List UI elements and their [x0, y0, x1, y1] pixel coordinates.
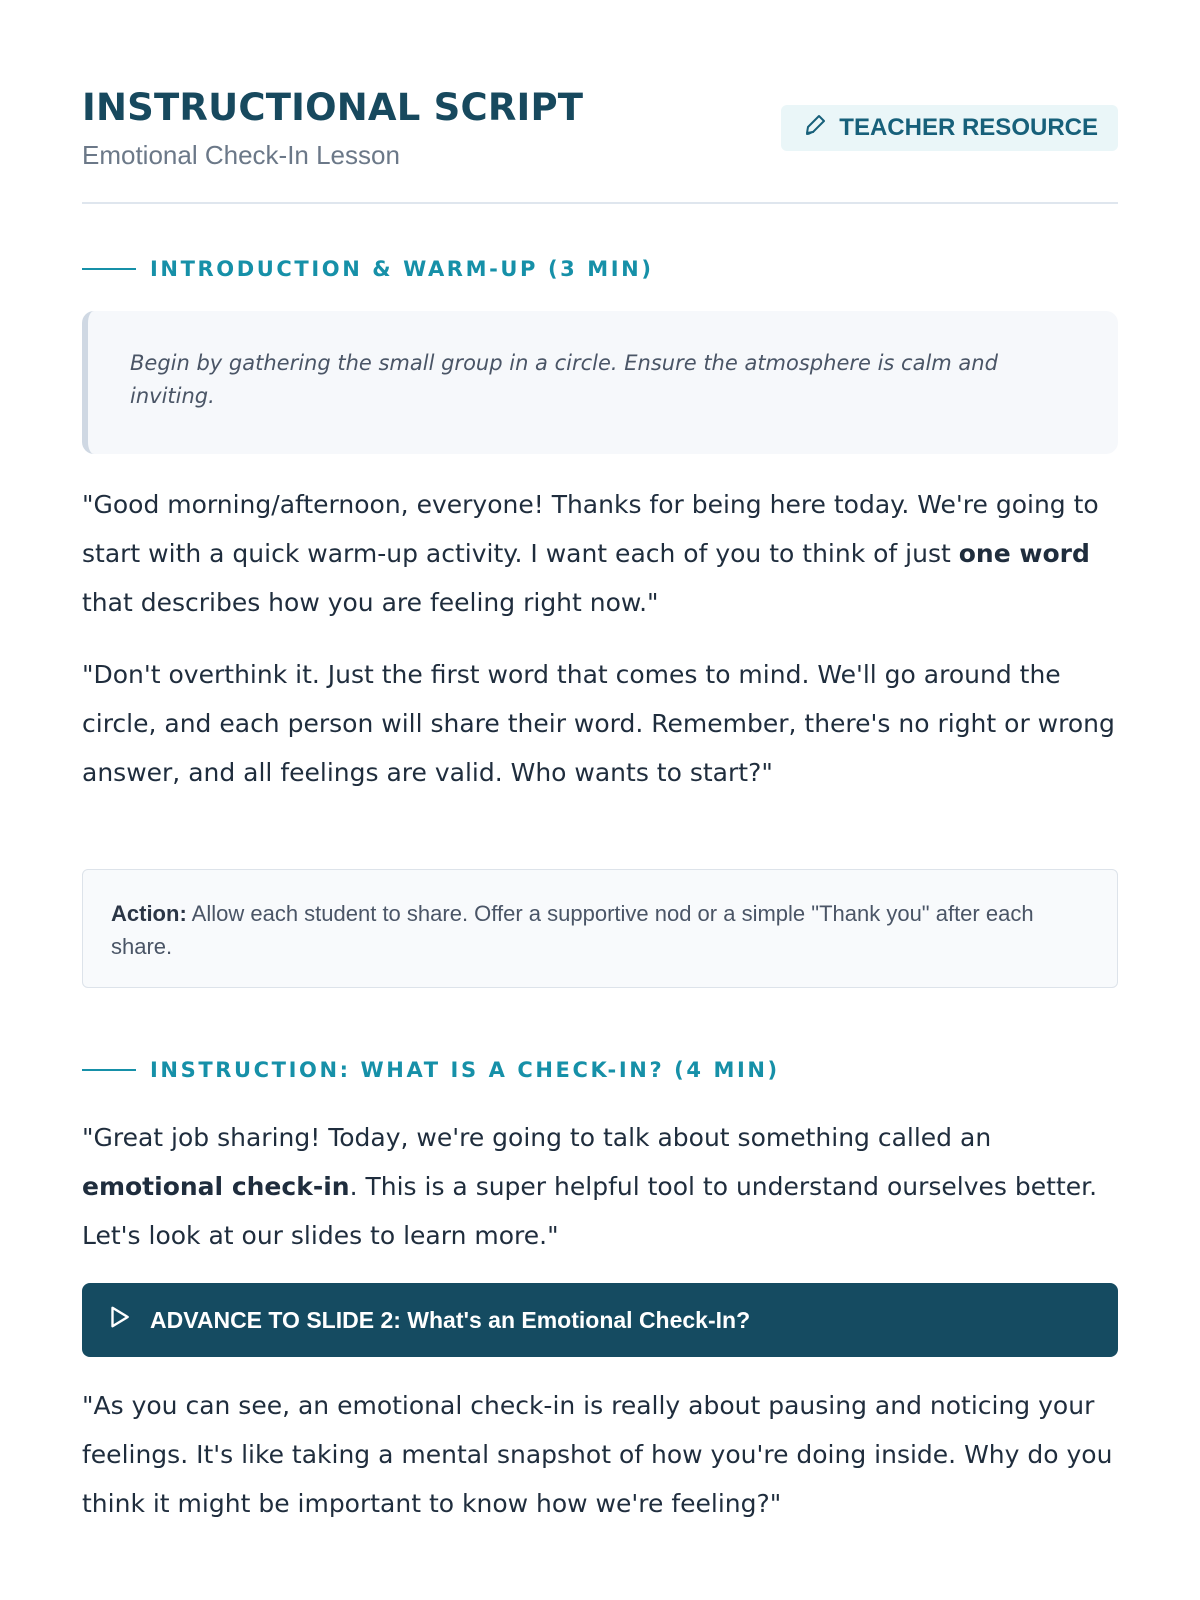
badge-label: TEACHER RESOURCE [839, 114, 1098, 141]
paragraph-text: that describes how you are feeling right now." [82, 588, 659, 617]
play-icon [106, 1304, 132, 1336]
paragraph-text: "Good morning/afternoon, everyone! Thanks for being here today. We're going to start with a quick warm-up activity. I want each of you to think of just [82, 490, 1099, 568]
emphasis-text: emotional check-in [82, 1172, 350, 1201]
page-title: INSTRUCTIONAL SCRIPT [82, 86, 584, 129]
heading-rule [82, 268, 136, 270]
action-label: Action: [111, 901, 187, 926]
section-heading-introduction [82, 249, 1118, 289]
teacher-resource-badge [781, 105, 1118, 151]
paragraph-text: "As you can see, an emotional check-in is really about pausing and noticing your feelings. It's like taking a mental snapshot of how you're doing inside. Why do you think it might be important to know how we're feeling?" [82, 1391, 1113, 1518]
script-paragraph [82, 1113, 1118, 1260]
section-heading-instruction [82, 1050, 1118, 1090]
pen-icon [803, 113, 827, 144]
advance-slide-button[interactable] [82, 1283, 1118, 1357]
page-header [82, 0, 1118, 204]
script-paragraph [82, 480, 1118, 627]
emphasis-text: one word [958, 539, 1090, 568]
paragraph-text: "Great job sharing! Today, we're going to talk about something called an [82, 1123, 992, 1152]
paragraph-text: . This is a super helpful tool to understand ourselves better. Let's look at our slides to learn more." [82, 1172, 1098, 1250]
facilitator-note [82, 311, 1118, 454]
page-subtitle: Emotional Check-In Lesson [82, 140, 400, 170]
action-text: Allow each student to share. Offer a supportive nod or a simple "Thank you" after each share. [111, 901, 1034, 959]
paragraph-text: "Don't overthink it. Just the first word that comes to mind. We'll go around the circle, and each person will share their word. Remember, there's no right or wrong answer, and all feelings are valid. Who wants to start?" [82, 660, 1115, 787]
script-paragraph [82, 1381, 1118, 1528]
heading-rule [82, 1069, 136, 1071]
advance-slide-label: ADVANCE TO SLIDE 2: What's an Emotional Check-In? [150, 1306, 751, 1333]
script-paragraph [82, 650, 1118, 797]
action-note [82, 869, 1118, 988]
section-heading-text: INSTRUCTION: WHAT IS A CHECK-IN? (4 MIN) [150, 1058, 780, 1082]
facilitator-note-text: Begin by gathering the small group in a circle. Ensure the atmosphere is calm and inviting. [130, 351, 998, 408]
section-heading-text: INTRODUCTION & WARM-UP (3 MIN) [150, 257, 654, 281]
